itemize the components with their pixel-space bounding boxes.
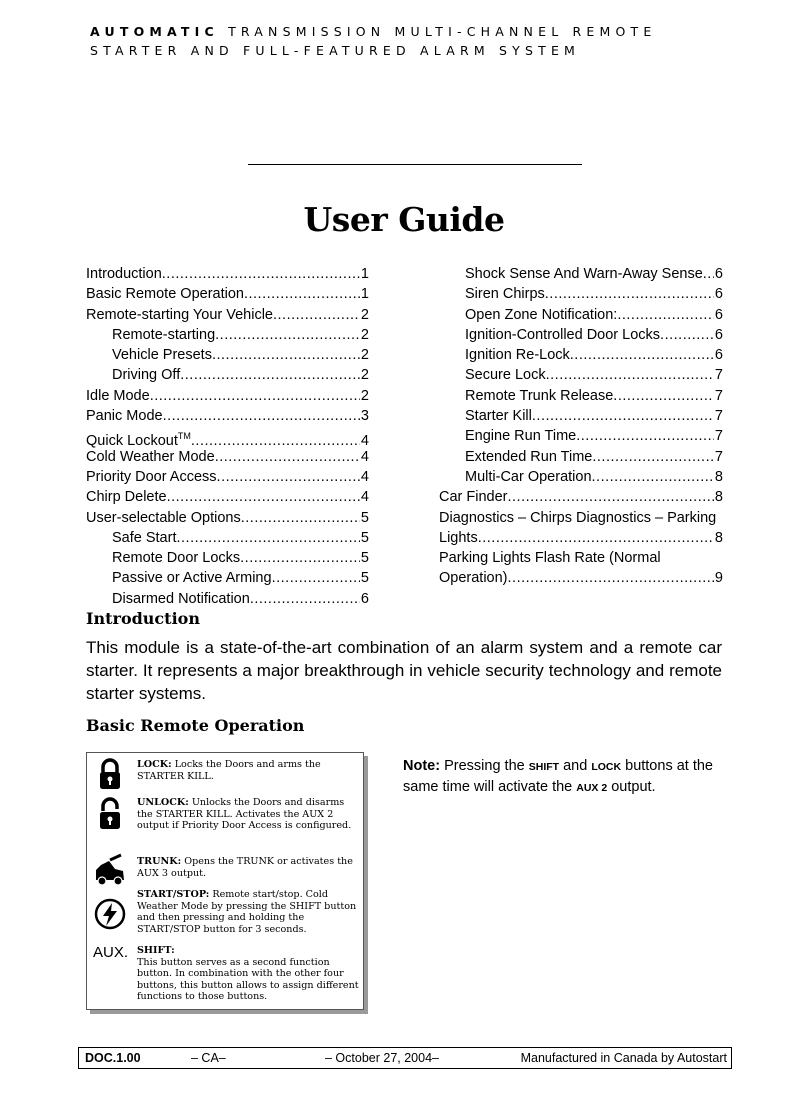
toc-entry[interactable]: Basic Remote Operation ..... 1 — [86, 284, 369, 304]
toc-entry[interactable]: Chirp Delete ..... 4 — [86, 487, 369, 507]
introduction-heading: Introduction — [86, 609, 200, 628]
document-header — [90, 22, 730, 60]
toc-right-column — [439, 264, 723, 589]
toc-entry[interactable]: Siren Chirps ..... 6 — [439, 284, 723, 304]
trademark-sup: TM — [177, 431, 191, 442]
toc-entry[interactable]: Parking Lights Flash Rate (Normal Operation) ..... 9 — [439, 548, 723, 589]
toc-entry[interactable]: Safe Start ..... 5 — [86, 528, 369, 548]
page-footer — [78, 1047, 732, 1069]
toc-entry[interactable]: Open Zone Notification: ..... 6 — [439, 305, 723, 325]
toc-entry[interactable]: Remote-starting ..... 2 — [86, 325, 369, 345]
toc-entry[interactable]: Diagnostics – Chirps Diagnostics – Parking Lights ..... 8 — [439, 508, 723, 549]
title-rule — [248, 164, 582, 165]
aux2-ref: AUX 2 — [576, 782, 608, 794]
basic-remote-heading: Basic Remote Operation — [86, 716, 305, 735]
toc-left-column — [86, 264, 369, 609]
toc-entry[interactable]: Ignition-Controlled Door Locks ..... 6 — [439, 325, 723, 345]
toc-entry[interactable]: User-selectable Options ..... 5 — [86, 508, 369, 528]
toc-entry[interactable]: Quick Lockout™ ..... 4 — [86, 426, 369, 446]
lock-icon — [93, 757, 127, 791]
toc-entry[interactable]: Engine Run Time ..... 7 — [439, 426, 723, 446]
shift-key-ref: SHIFT — [528, 761, 560, 773]
header-line-2: STARTER AND FULL-FEATURED ALARM SYSTEM — [90, 43, 581, 58]
manufacturer-note: Manufactured in Canada by Autostart — [520, 1051, 727, 1065]
toc-entry[interactable]: Multi-Car Operation ..... 8 — [439, 467, 723, 487]
toc-entry[interactable]: Starter Kill ..... 7 — [439, 406, 723, 426]
toc-entry[interactable]: Secure Lock ..... 7 — [439, 365, 723, 385]
trunk-car-icon — [93, 853, 127, 887]
doc-date: – October 27, 2004– — [325, 1051, 439, 1065]
unlock-icon — [93, 797, 127, 831]
toc-entry[interactable]: Extended Run Time ..... 7 — [439, 447, 723, 467]
toc-entry[interactable]: Remote Trunk Release ..... 7 — [439, 386, 723, 406]
toc-entry[interactable]: Passive or Active Arming ..... 5 — [86, 568, 369, 588]
toc-entry[interactable]: Priority Door Access ..... 4 — [86, 467, 369, 487]
doc-number: DOC.1.00 — [85, 1051, 141, 1065]
remote-buttons-figure: LOCK: Locks the Doors and arms the STARTER KILL. UNLOCK: Unlocks the Doors and disarms the STARTER KILL. Activates the AUX 2 output if Priority Door Access is configured. TRUNK: Opens the TRUNK or activates the AUX 3 output. START/STOP: Remote start/stop. Cold Weather Mode by pressing the SHIFT button and then pressing and holding the START/STOP button for 3 seconds. AUX. SHIFT: This button serves as a second function button. In combination with the other four buttons, this button allows to assign different functions to those buttons. — [86, 752, 364, 1010]
toc-entry[interactable]: Idle Mode ..... 2 — [86, 386, 369, 406]
note-label: Note: — [403, 758, 441, 774]
start-stop-icon — [93, 897, 127, 931]
aux-icon: AUX. — [93, 944, 129, 961]
toc-entry[interactable]: Driving Off ..... 2 — [86, 365, 369, 385]
toc-entry[interactable]: Introduction ..... 1 — [86, 264, 369, 284]
header-line-1: TRANSMISSION MULTI-CHANNEL REMOTE — [228, 24, 657, 39]
toc-entry[interactable]: Shock Sense And Warn-Away Sense ..... 6 — [439, 264, 723, 284]
toc-entry[interactable]: Ignition Re-Lock ..... 6 — [439, 345, 723, 365]
region-code: – CA– — [191, 1051, 226, 1065]
toc-entry[interactable]: Remote-starting Your Vehicle ..... 2 — [86, 305, 369, 325]
toc-entry[interactable]: Remote Door Locks ..... 5 — [86, 548, 369, 568]
header-bold-word: AUTOMATIC — [90, 24, 219, 39]
note-paragraph: Note: Pressing the SHIFT and LOCK buttons at the same time will activate the AUX 2 output. — [403, 758, 713, 795]
toc-entry[interactable]: Disarmed Notification ..... 6 — [86, 589, 369, 609]
toc-entry[interactable]: Panic Mode ..... 3 — [86, 406, 369, 426]
page-title: User Guide — [303, 200, 505, 239]
toc-entry[interactable]: Car Finder ..... 8 — [439, 487, 723, 507]
introduction-paragraph: This module is a state-of-the-art combination of an alarm system and a remote car starter. It represents a major breakthrough in vehicle security technology and remote starter systems. — [86, 638, 722, 703]
toc-entry[interactable]: Cold Weather Mode ..... 4 — [86, 447, 369, 467]
toc-entry[interactable]: Vehicle Presets ..... 2 — [86, 345, 369, 365]
lock-key-ref: LOCK — [591, 761, 622, 773]
